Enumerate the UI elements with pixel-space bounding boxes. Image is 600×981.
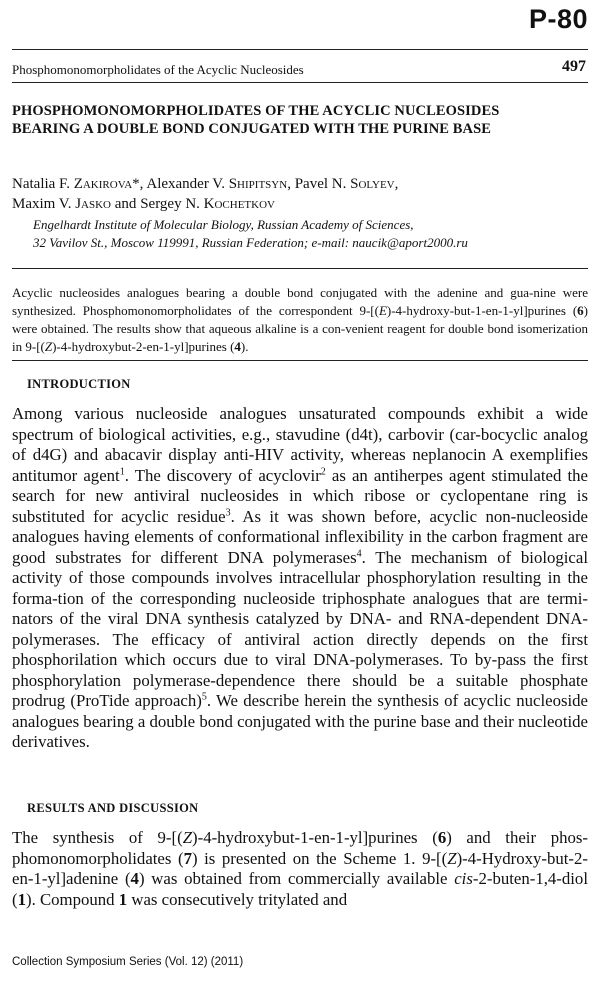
reference-1: 1 bbox=[119, 465, 125, 477]
running-head: Phosphomonomorpholidates of the Acyclic Nucleosides bbox=[12, 62, 304, 77]
reference-5: 5 bbox=[201, 691, 207, 703]
author-5: Sergey N. Kochetkov bbox=[140, 196, 275, 212]
header-rule-bottom bbox=[12, 82, 588, 83]
reference-3: 3 bbox=[225, 506, 231, 518]
introduction-heading: INTRODUCTION bbox=[27, 377, 131, 391]
paper-title bbox=[12, 102, 588, 138]
poster-id: P-80 bbox=[528, 4, 588, 34]
affiliation bbox=[33, 216, 593, 252]
reference-4: 4 bbox=[356, 547, 362, 559]
author-1: Natalia F. Zakirova*, bbox=[12, 176, 147, 192]
affiliation-line-1: Engelhardt Institute of Molecular Biology, Russian Academy of Sciences, bbox=[33, 217, 414, 232]
title-line-1: PHOSPHOMONOMORPHOLIDATES OF THE ACYCLIC NUCLEOSIDES bbox=[12, 103, 500, 119]
abstract-rule-bottom bbox=[12, 360, 588, 361]
author-list bbox=[12, 174, 588, 214]
results-paragraph: The synthesis of 9-[(Z)-4-hydroxybut-1-en-1-yl]purines (6) and their phos-phomonomorpholidates (7) is presented on the Scheme 1. 9-[(Z)-4-Hydroxy-but-2-en-1-yl]adenine (4) was obtained from commercially available cis-2-buten-1,4-diol (1). Compound 1 was consecutively tritylated and bbox=[12, 828, 588, 909]
author-4: Maxim V. Jasko and bbox=[12, 196, 141, 212]
author-3: Pavel N. Solyev, bbox=[294, 176, 399, 192]
header-rule-top bbox=[12, 49, 588, 50]
abstract: Acyclic nucleosides analogues bearing a double bond conjugated with the adenine and gua-nine were synthesized. Phosphomonomorpholidates of the correspondent 9-[(E)-4-hydroxy-but-1-en-1-yl]purines (6) were obtained. The results show that aqueous alkaline is a con-venient reagent for double bond isomerization in 9-[(Z)-4-hydroxybut-2-en-1-yl]purines (4). bbox=[12, 285, 589, 354]
introduction-paragraph: Among various nucleoside analogues unsaturated compounds exhibit a wide spectrum of biological activities, e.g., stavudine (d4t), carbovir (car-bocyclic analog of d4G) and abacavir display anti-HIV activity, whereas neplanocin A exemplifies antitumor agent$^1$. The discovery of acyclovir$^2$ as an antiherpes agent stimulated the search for new antiviral nucleosides in which ribose or cyclopentane ring is substituted for acyclic residue$^3$. As it was shown before, acyclic non-nucleoside analogues having elements of conformational inflexibility in the carbon fragment are good substrates for different DNA polymerases$^4$. The mechanism of biological activity of those compounds involves intracellular phosphorylation resulting in the forma-tion of the corresponding nucleoside triphosphate analogues that are termi-nators of the viral DNA synthesis catalyzed by DNA- and RNA-dependent DNA-polymerases. The efficacy of antiviral action directly depends on the first phosphorilation which occurs due to viral DNA-polymerases. To by-pass the first phosphorylation polymerase-dependence there should be a suitable phosphate prodrug (ProTide approach)$^5$. We describe herein the synthesis of acyclic nucleoside analogues bearing a double bond conjugated with the purine base and their nucleotide derivatives. bbox=[12, 404, 588, 751]
footer-citation: Collection Symposium Series (Vol. 12) (2011) bbox=[12, 956, 244, 968]
page-number: 497 bbox=[562, 58, 586, 75]
title-line-2: BEARING A DOUBLE BOND CONJUGATED WITH THE PURINE BASE bbox=[12, 121, 492, 137]
affiliation-line-2: 32 Vavilov St., Moscow 119991, Russian Federation; e-mail: naucik@aport2000.ru bbox=[33, 235, 468, 250]
results-heading: RESULTS AND DISCUSSION bbox=[27, 801, 199, 815]
abstract-rule-top bbox=[12, 268, 588, 269]
reference-2: 2 bbox=[320, 465, 326, 477]
author-2: Alexander V. Shipitsyn, bbox=[146, 176, 295, 192]
